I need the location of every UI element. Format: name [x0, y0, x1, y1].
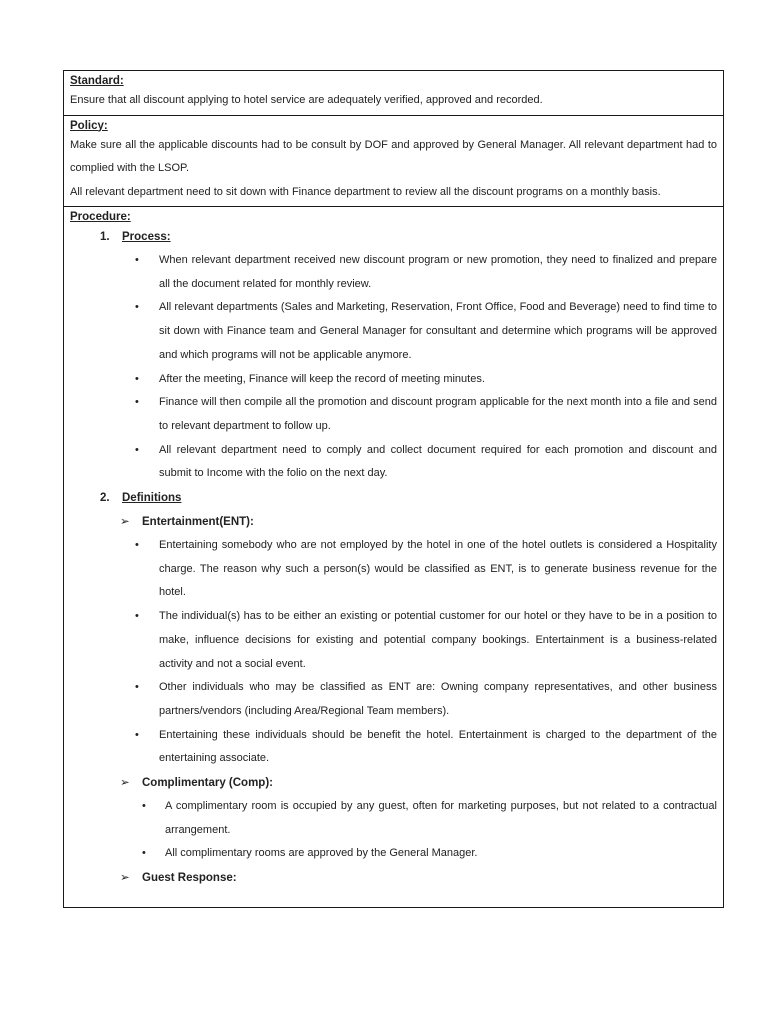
document-table — [63, 70, 724, 908]
list-item: • All relevant departments (Sales and Marketing, Reservation, Front Office, Food and Beverage) need to find time to sit down with Finance team and General Manager for consultant and determine which programs will be approved and which programs will not be applicable anymore. — [159, 296, 717, 367]
list-item: • After the meeting, Finance will keep the record of meeting minutes. — [159, 368, 717, 392]
policy-section — [64, 116, 723, 208]
arrow-bullet-icon: ➢ — [120, 516, 130, 529]
standard-text: Ensure that all discount applying to hotel service are adequately verified, approved and recorded. — [70, 94, 543, 106]
list-item: • Other individuals who may be classified as ENT are: Owning company representatives, and other business partners/vendors (including Area/Regional Team members). — [159, 676, 717, 723]
guest-response-heading — [120, 866, 717, 890]
standard-section — [64, 71, 723, 116]
complimentary-heading — [120, 771, 717, 795]
process-number: 1. — [100, 231, 110, 243]
process-title: Process: — [122, 231, 171, 243]
list-item: • All relevant department need to comply and collect document required for each promotion and discount and submit to Income with the folio on the next day. — [159, 439, 717, 486]
list-item: • The individual(s) has to be either an existing or potential customer for our hotel or they have to be in a position to make, influence decisions for existing and potential company bookings. Entertainment is a business-related activity and not a social event. — [159, 605, 717, 676]
list-item: • Finance will then compile all the promotion and discount program applicable for the next month into a file and send to relevant department to follow up. — [159, 391, 717, 438]
list-item: • When relevant department received new discount program or new promotion, they need to finalized and prepare all the document related for monthly review. — [159, 249, 717, 296]
policy-heading: Policy: — [70, 119, 108, 132]
standard-heading: Standard: — [70, 75, 124, 87]
complimentary-bullet-list — [70, 795, 717, 866]
list-item: • Entertaining somebody who are not employed by the hotel in one of the hotel outlets is considered a Hospitality charge. The reason why such a person(s) would be classified as ENT, is to generate business revenue for the hotel. — [159, 534, 717, 605]
arrow-bullet-icon: ➢ — [120, 777, 130, 790]
guest-response-title: Guest Response: — [142, 872, 237, 885]
definitions-number: 2. — [100, 492, 110, 505]
complimentary-title: Complimentary (Comp): — [142, 777, 273, 790]
policy-paragraph: Make sure all the applicable discounts had to be consult by DOF and approved by General Manager. All relevant department had to complied with the LSOP. — [70, 138, 717, 174]
arrow-bullet-icon: ➢ — [120, 872, 130, 885]
entertainment-heading — [120, 510, 717, 534]
definitions-title: Definitions — [122, 492, 182, 505]
list-item: • All complimentary rooms are approved by the General Manager. — [165, 842, 717, 866]
procedure-heading: Procedure: — [70, 211, 131, 223]
policy-paragraph: All relevant department need to sit down with Finance department to review all the discount programs on a monthly basis. — [70, 185, 661, 198]
entertainment-title: Entertainment(ENT): — [142, 516, 254, 529]
process-subheading — [100, 225, 717, 249]
process-bullet-list — [70, 249, 717, 486]
list-item: • Entertaining these individuals should be benefit the hotel. Entertainment is charged to the department of the entertaining associate. — [159, 724, 717, 771]
definitions-subheading — [100, 486, 717, 510]
procedure-section — [64, 207, 723, 892]
entertainment-bullet-list — [70, 534, 717, 771]
list-item: • A complimentary room is occupied by any guest, often for marketing purposes, but not related to a contractual arrangement. — [165, 795, 717, 842]
